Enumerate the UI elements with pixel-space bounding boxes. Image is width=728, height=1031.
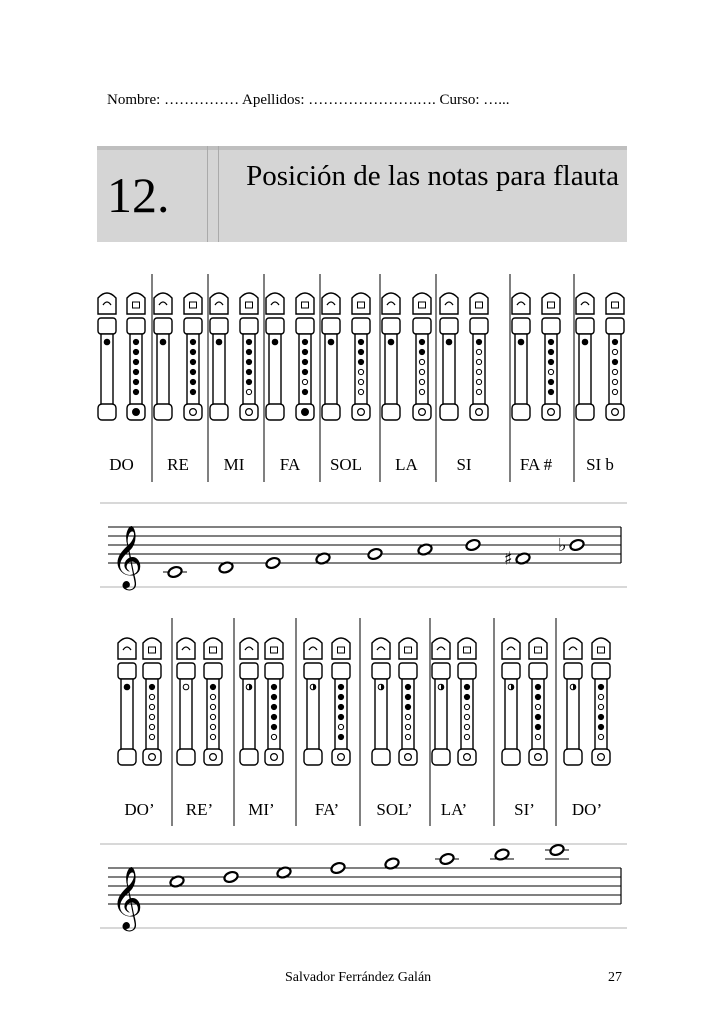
tone-hole xyxy=(598,704,603,709)
flute-joint xyxy=(440,318,458,334)
tone-hole xyxy=(246,409,253,416)
flute-foot xyxy=(177,749,195,765)
tone-hole xyxy=(246,389,251,394)
flute-joint xyxy=(592,663,610,679)
tone-hole xyxy=(190,389,195,394)
flute-foot xyxy=(372,749,390,765)
tone-hole xyxy=(419,379,424,384)
flute-body xyxy=(101,334,113,412)
tone-hole xyxy=(338,694,343,699)
tone-hole xyxy=(190,359,195,364)
tone-hole xyxy=(338,734,343,739)
flute-foot xyxy=(154,404,172,420)
whole-note xyxy=(569,538,585,551)
thumb-hole xyxy=(272,339,278,345)
tone-hole xyxy=(612,379,617,384)
fingering-2 xyxy=(240,638,283,765)
tone-hole xyxy=(133,369,138,374)
flute-joint xyxy=(240,663,258,679)
flute-foot xyxy=(304,749,322,765)
flute-head xyxy=(372,638,390,659)
flute-head xyxy=(440,293,458,314)
flute-joint xyxy=(542,318,560,334)
tone-hole xyxy=(419,359,424,364)
note-label: DO’ xyxy=(124,800,155,819)
note-label: FA xyxy=(279,455,301,474)
tone-hole xyxy=(358,409,365,416)
flute-window xyxy=(190,302,197,308)
flute-joint xyxy=(382,318,400,334)
tone-hole xyxy=(535,754,542,761)
note-label: DO xyxy=(109,455,134,474)
fingering-5 xyxy=(432,638,476,765)
flute-joint xyxy=(98,318,116,334)
flute-head xyxy=(432,638,450,659)
note-label: MI xyxy=(223,455,245,474)
page-number: 27 xyxy=(608,970,622,985)
flute-foot xyxy=(576,404,594,420)
note-label: RE xyxy=(167,455,189,474)
fingering-1 xyxy=(154,293,202,420)
tone-hole xyxy=(302,389,307,394)
flute-joint xyxy=(458,663,476,679)
flute-joint xyxy=(143,663,161,679)
flute-foot xyxy=(432,749,450,765)
flute-joint xyxy=(502,663,520,679)
tone-hole xyxy=(464,694,469,699)
tone-hole xyxy=(271,724,276,729)
tone-hole xyxy=(210,724,215,729)
flute-foot xyxy=(502,749,520,765)
tone-hole xyxy=(190,409,197,416)
tone-hole xyxy=(302,339,307,344)
flute-joint xyxy=(576,318,594,334)
tone-hole xyxy=(405,714,410,719)
fingering-3 xyxy=(266,293,314,420)
thumb-hole xyxy=(160,339,166,345)
whole-note xyxy=(549,843,565,856)
tone-hole xyxy=(612,359,617,364)
accidental-sharp-icon: ♯ xyxy=(504,548,513,570)
tone-hole xyxy=(133,389,138,394)
flute-foot xyxy=(266,404,284,420)
tone-hole xyxy=(149,684,154,689)
fingering-2 xyxy=(210,293,258,420)
fingering-4 xyxy=(322,293,370,420)
staff-1 xyxy=(100,503,627,591)
flute-foot xyxy=(382,404,400,420)
flute-window xyxy=(464,647,471,653)
tone-hole xyxy=(464,714,469,719)
note-label: LA’ xyxy=(440,800,468,819)
flute-joint xyxy=(240,318,258,334)
tone-hole xyxy=(338,754,345,761)
staff-2 xyxy=(100,843,627,932)
flute-joint xyxy=(332,663,350,679)
tone-hole xyxy=(338,724,343,729)
tone-hole xyxy=(210,714,215,719)
tone-hole xyxy=(535,714,540,719)
fingering-6 xyxy=(502,638,547,765)
tone-hole xyxy=(548,339,553,344)
tone-hole xyxy=(133,409,140,416)
flute-window xyxy=(358,302,365,308)
whole-note xyxy=(265,556,281,569)
flute-head xyxy=(177,638,195,659)
flute-body xyxy=(243,679,255,757)
tone-hole xyxy=(535,684,540,689)
tone-hole xyxy=(271,754,278,761)
tone-hole xyxy=(464,704,469,709)
flute-joint xyxy=(127,318,145,334)
tone-hole xyxy=(612,389,617,394)
fingering-8 xyxy=(576,293,624,420)
flute-window xyxy=(210,647,217,653)
thumb-hole xyxy=(104,339,110,345)
footer-author: Salvador Ferrández Galán xyxy=(285,970,432,985)
tone-hole xyxy=(149,704,154,709)
fingering-6 xyxy=(440,293,488,420)
flute-window xyxy=(535,647,542,653)
tone-hole xyxy=(464,734,469,739)
flute-joint xyxy=(322,318,340,334)
tone-hole xyxy=(535,734,540,739)
tone-hole xyxy=(190,349,195,354)
flute-foot xyxy=(512,404,530,420)
lesson-title: Posición de las notas para flauta xyxy=(246,160,619,192)
tone-hole xyxy=(612,409,619,416)
tone-hole xyxy=(149,714,154,719)
fingering-7 xyxy=(512,293,560,420)
flute-foot xyxy=(440,404,458,420)
flute-foot xyxy=(118,749,136,765)
flute-head xyxy=(304,638,322,659)
fingering-3 xyxy=(304,638,350,765)
flute-joint xyxy=(154,318,172,334)
thumb-hole xyxy=(328,339,334,345)
flute-foot xyxy=(240,749,258,765)
tone-hole xyxy=(476,409,483,416)
flute-head xyxy=(266,293,284,314)
flute-body xyxy=(157,334,169,412)
tone-hole xyxy=(476,349,481,354)
student-info-line: Nombre: …………… Apellidos: ………………….…. Curso: …... xyxy=(107,92,510,108)
tone-hole xyxy=(271,714,276,719)
tone-hole xyxy=(338,704,343,709)
tone-hole xyxy=(302,349,307,354)
flute-body xyxy=(325,334,337,412)
flute-joint xyxy=(352,318,370,334)
flute-window xyxy=(133,302,140,308)
tone-hole xyxy=(548,409,555,416)
flute-head xyxy=(512,293,530,314)
accidental-flat-icon: ♭ xyxy=(558,535,567,556)
tone-hole xyxy=(338,714,343,719)
thumb-hole xyxy=(388,339,394,345)
tone-hole xyxy=(271,694,276,699)
note-label: SI xyxy=(456,455,472,474)
fingering-7 xyxy=(564,638,610,765)
flute-joint xyxy=(606,318,624,334)
flute-window xyxy=(419,302,426,308)
tone-hole xyxy=(476,359,481,364)
tone-hole xyxy=(149,754,156,761)
flute-body xyxy=(213,334,225,412)
fingering-1 xyxy=(177,638,222,765)
tone-hole xyxy=(190,379,195,384)
tone-hole xyxy=(149,724,154,729)
note-label: MI’ xyxy=(248,800,275,819)
tone-hole xyxy=(271,684,276,689)
tone-hole xyxy=(358,349,363,354)
tone-hole xyxy=(548,389,553,394)
flute-head xyxy=(118,638,136,659)
flute-head xyxy=(98,293,116,314)
flute-head xyxy=(154,293,172,314)
flute-window xyxy=(598,647,605,653)
tone-hole xyxy=(476,339,481,344)
note-label: SOL’ xyxy=(376,800,413,819)
note-label: SOL xyxy=(329,455,363,474)
tone-hole xyxy=(598,724,603,729)
whole-note xyxy=(465,538,481,551)
note-label: SI b xyxy=(586,455,614,474)
flute-window xyxy=(612,302,619,308)
flute-head xyxy=(576,293,594,314)
tone-hole xyxy=(598,684,603,689)
flute-body xyxy=(567,679,579,757)
tone-hole xyxy=(210,734,215,739)
tone-hole xyxy=(612,339,617,344)
tone-hole xyxy=(476,379,481,384)
flute-joint xyxy=(413,318,431,334)
tone-hole xyxy=(246,379,251,384)
tone-hole xyxy=(302,379,307,384)
note-label: LA xyxy=(395,455,418,474)
thumb-hole xyxy=(183,684,189,690)
flute-body xyxy=(505,679,517,757)
tone-hole xyxy=(419,349,424,354)
tone-hole xyxy=(476,389,481,394)
tone-hole xyxy=(358,389,363,394)
fingering-0 xyxy=(98,293,145,420)
tone-hole xyxy=(246,359,251,364)
flute-body xyxy=(307,679,319,757)
tone-hole xyxy=(464,724,469,729)
flute-joint xyxy=(184,318,202,334)
whole-note xyxy=(439,852,455,865)
thumb-hole xyxy=(216,339,222,345)
flute-joint xyxy=(372,663,390,679)
flute-joint xyxy=(265,663,283,679)
tone-hole xyxy=(405,694,410,699)
flute-joint xyxy=(210,318,228,334)
tone-hole xyxy=(548,369,553,374)
flute-joint xyxy=(432,663,450,679)
flute-body xyxy=(269,334,281,412)
flute-window xyxy=(149,647,156,653)
treble-clef-icon: 𝄞 xyxy=(111,866,143,929)
flute-head xyxy=(382,293,400,314)
thumb-hole xyxy=(582,339,588,345)
tone-hole xyxy=(190,369,195,374)
tone-hole xyxy=(548,349,553,354)
tone-hole xyxy=(419,339,424,344)
flute-foot xyxy=(322,404,340,420)
flute-window xyxy=(405,647,412,653)
tone-hole xyxy=(598,734,603,739)
tone-hole xyxy=(210,704,215,709)
flute-joint xyxy=(399,663,417,679)
note-label: FA’ xyxy=(314,800,340,819)
tone-hole xyxy=(190,339,195,344)
tone-hole xyxy=(612,369,617,374)
flute-foot xyxy=(210,404,228,420)
tone-hole xyxy=(246,339,251,344)
tone-hole xyxy=(149,694,154,699)
tone-hole xyxy=(548,379,553,384)
tone-hole xyxy=(535,724,540,729)
tone-hole xyxy=(464,754,471,761)
tone-hole xyxy=(464,684,469,689)
tone-hole xyxy=(149,734,154,739)
whole-note xyxy=(167,565,183,578)
flute-body xyxy=(579,334,591,412)
flute-head xyxy=(240,638,258,659)
note-label: SI’ xyxy=(514,800,535,819)
tone-hole xyxy=(535,694,540,699)
tone-hole xyxy=(338,684,343,689)
flute-joint xyxy=(470,318,488,334)
flute-body xyxy=(435,679,447,757)
tone-hole xyxy=(476,369,481,374)
whole-note xyxy=(367,547,383,560)
flute-joint xyxy=(296,318,314,334)
flute-window xyxy=(271,647,278,653)
tone-hole xyxy=(210,684,215,689)
flute-head xyxy=(564,638,582,659)
tone-hole xyxy=(598,694,603,699)
tone-hole xyxy=(271,734,276,739)
tone-hole xyxy=(358,369,363,374)
fingering-0 xyxy=(118,638,161,765)
treble-clef-icon: 𝄞 xyxy=(111,525,143,588)
flute-body xyxy=(375,679,387,757)
whole-note xyxy=(223,870,239,883)
flute-body xyxy=(385,334,397,412)
flute-head xyxy=(210,293,228,314)
thumb-hole xyxy=(124,684,130,690)
flute-joint xyxy=(304,663,322,679)
tone-hole xyxy=(246,369,251,374)
tone-hole xyxy=(405,724,410,729)
lesson-number: 12. xyxy=(107,167,170,223)
flute-head xyxy=(502,638,520,659)
fingering-4 xyxy=(372,638,417,765)
tone-hole xyxy=(302,409,309,416)
tone-hole xyxy=(419,389,424,394)
tone-hole xyxy=(133,359,138,364)
tone-hole xyxy=(598,754,605,761)
whole-note xyxy=(330,861,346,874)
flute-body xyxy=(443,334,455,412)
flute-foot xyxy=(98,404,116,420)
tone-hole xyxy=(548,359,553,364)
flute-window xyxy=(476,302,483,308)
thumb-hole xyxy=(446,339,452,345)
note-label: RE’ xyxy=(185,800,214,819)
tone-hole xyxy=(419,369,424,374)
flute-window xyxy=(338,647,345,653)
flute-window xyxy=(548,302,555,308)
flute-joint xyxy=(177,663,195,679)
tone-hole xyxy=(271,704,276,709)
flute-head xyxy=(322,293,340,314)
tone-hole xyxy=(133,339,138,344)
flute-body xyxy=(515,334,527,412)
flute-window xyxy=(246,302,253,308)
flute-foot xyxy=(564,749,582,765)
tone-hole xyxy=(405,734,410,739)
note-label: DO’ xyxy=(571,800,603,819)
flute-joint xyxy=(118,663,136,679)
flute-body xyxy=(180,679,192,757)
tone-hole xyxy=(358,379,363,384)
tone-hole xyxy=(302,359,307,364)
flute-joint xyxy=(529,663,547,679)
tone-hole xyxy=(210,694,215,699)
tone-hole xyxy=(246,349,251,354)
flute-joint xyxy=(564,663,582,679)
tone-hole xyxy=(612,349,617,354)
tone-hole xyxy=(302,369,307,374)
tone-hole xyxy=(133,379,138,384)
tone-hole xyxy=(535,704,540,709)
tone-hole xyxy=(419,409,426,416)
flute-window xyxy=(302,302,309,308)
tone-hole xyxy=(358,359,363,364)
tone-hole xyxy=(405,754,412,761)
flute-joint xyxy=(204,663,222,679)
tone-hole xyxy=(598,714,603,719)
note-label: FA # xyxy=(519,455,553,474)
tone-hole xyxy=(405,704,410,709)
tone-hole xyxy=(405,684,410,689)
flute-joint xyxy=(512,318,530,334)
tone-hole xyxy=(133,349,138,354)
fingering-5 xyxy=(382,293,431,420)
tone-hole xyxy=(210,754,217,761)
tone-hole xyxy=(358,339,363,344)
flute-joint xyxy=(266,318,284,334)
flute-body xyxy=(121,679,133,757)
thumb-hole xyxy=(518,339,524,345)
